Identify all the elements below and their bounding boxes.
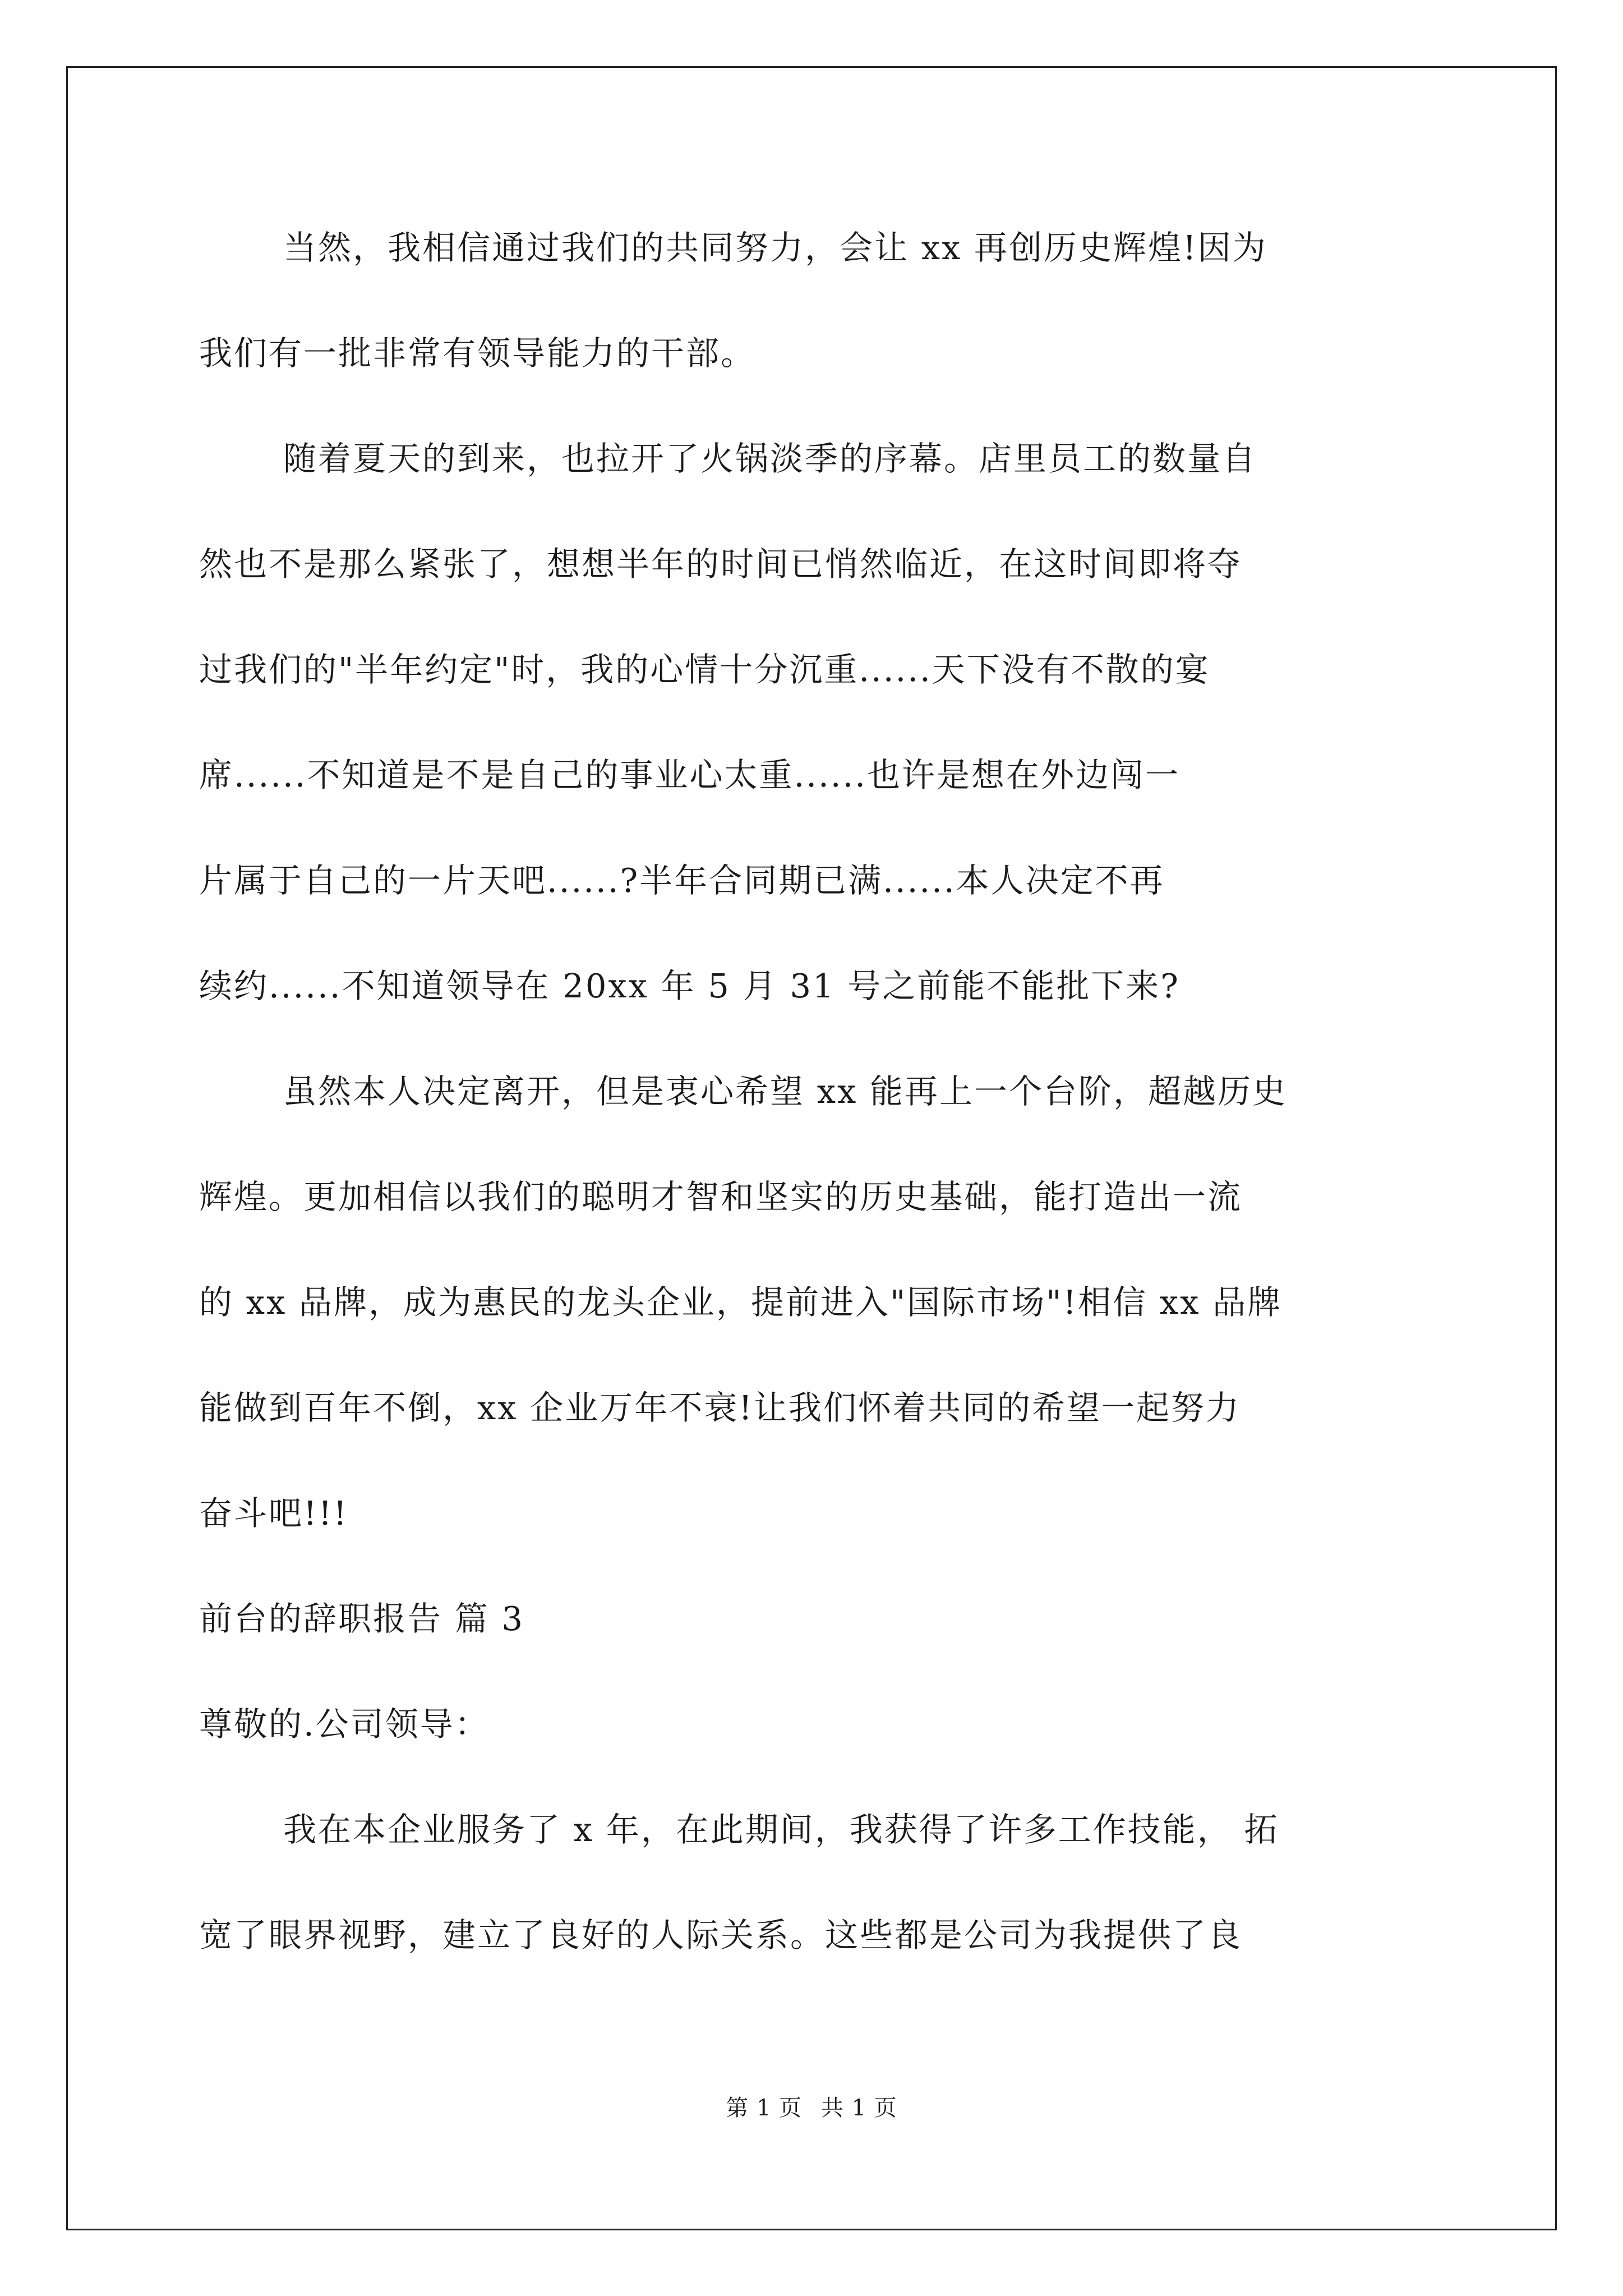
- page-footer: [0, 2094, 1623, 2122]
- section-heading: 前台的辞职报告 篇 3: [199, 1599, 525, 1638]
- paragraph-line: 奋斗吧!!!: [199, 1494, 349, 1533]
- paragraph-line: 宽了眼界视野，建立了良好的人际关系。这些都是公司为我提供了良: [199, 1916, 1243, 1954]
- paragraph-line: 辉煌。更加相信以我们的聪明才智和坚实的历史基础，能打造出一流: [199, 1177, 1243, 1216]
- paragraph-line: 我们有一批非常有领导能力的干部。: [199, 334, 756, 372]
- paragraph-line: 的 xx 品牌，成为惠民的龙头企业，提前进入"国际市场"!相信 xx 品牌: [199, 1283, 1283, 1322]
- page-number: 第 1 页: [726, 2095, 803, 2121]
- paragraph-line: 片属于自己的一片天吧......?半年合同期已满......本人决定不再: [199, 861, 1165, 900]
- paragraph-line: 过我们的"半年约定"时，我的心情十分沉重......天下没有不散的宴: [199, 650, 1210, 689]
- salutation: 尊敬的.公司领导：: [199, 1705, 490, 1743]
- paragraph-line: 我在本企业服务了 x 年，在此期间，我获得了许多工作技能， 拓: [283, 1810, 1279, 1849]
- paragraph-line: 然也不是那么紧张了，想想半年的时间已悄然临近，在这时间即将夺: [199, 545, 1243, 583]
- paragraph-line: 续约......不知道领导在 20xx 年 5 月 31 号之前能不能批下来?: [199, 967, 1180, 1005]
- paragraph-line: 席......不知道是不是自己的事业心太重......也许是想在外边闯一: [199, 756, 1181, 794]
- paragraph-line: 当然，我相信通过我们的共同努力，会让 xx 再创历史辉煌!因为: [283, 228, 1267, 267]
- page-total: 共 1 页: [820, 2095, 897, 2121]
- paragraph-line: 随着夏天的到来，也拉开了火锅淡季的序幕。店里员工的数量自: [283, 439, 1257, 478]
- paragraph-line: 虽然本人决定离开，但是衷心希望 xx 能再上一个台阶，超越历史: [283, 1072, 1288, 1111]
- document-body: [199, 222, 1427, 2014]
- paragraph-line: 能做到百年不倒，xx 企业万年不衰!让我们怀着共同的希望一起努力: [199, 1388, 1241, 1427]
